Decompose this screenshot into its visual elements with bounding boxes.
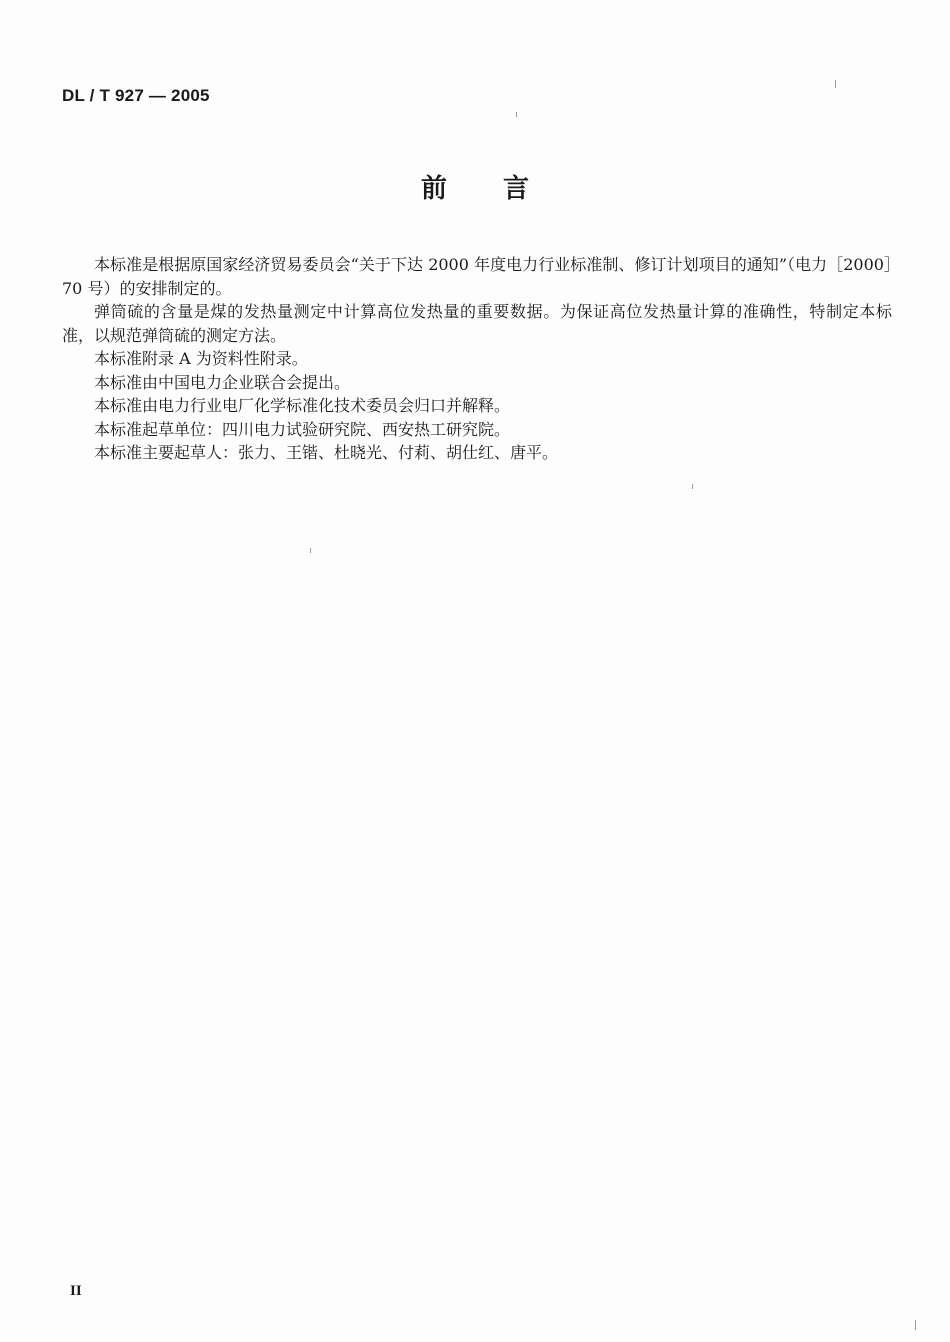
paragraph-basis: 本标准是根据原国家经济贸易委员会“关于下达 2000 年度电力行业标准制、修订计划项目的通知”（电力［2000］70 号）的安排制定的。 <box>62 255 892 298</box>
paragraph-appendix: 本标准附录 A 为资料性附录。 <box>94 349 308 368</box>
paragraph-drafters: 本标准主要起草人：张力、王锴、杜晓光、付莉、胡仕红、唐平。 <box>94 443 559 462</box>
title-char-1: 前 <box>420 174 447 204</box>
scan-speck <box>310 548 311 553</box>
page-number: II <box>70 1283 82 1299</box>
scan-speck <box>692 484 693 489</box>
paragraph-drafting-units: 本标准起草单位：四川电力试验研究院、西安热工研究院。 <box>94 419 511 439</box>
scan-speck <box>915 1320 916 1330</box>
page-title <box>0 168 950 205</box>
foreword-body <box>62 253 892 465</box>
title-char-2: 言 <box>503 174 530 204</box>
paragraph-proposer: 本标准由中国电力企业联合会提出。 <box>94 372 351 392</box>
scan-speck <box>516 112 517 117</box>
standard-code: DL / T 927 — 2005 <box>62 86 210 105</box>
scan-speck <box>835 80 836 88</box>
paragraph-administrator: 本标准由电力行业电厂化学标准化技术委员会归口并解释。 <box>94 396 511 415</box>
paragraph-purpose: 弹筒硫的含量是煤的发热量测定中计算高位发热量的重要数据。为保证高位发热量计算的准确性，特制定本标准，以规范弹筒硫的测定方法。 <box>62 302 892 345</box>
